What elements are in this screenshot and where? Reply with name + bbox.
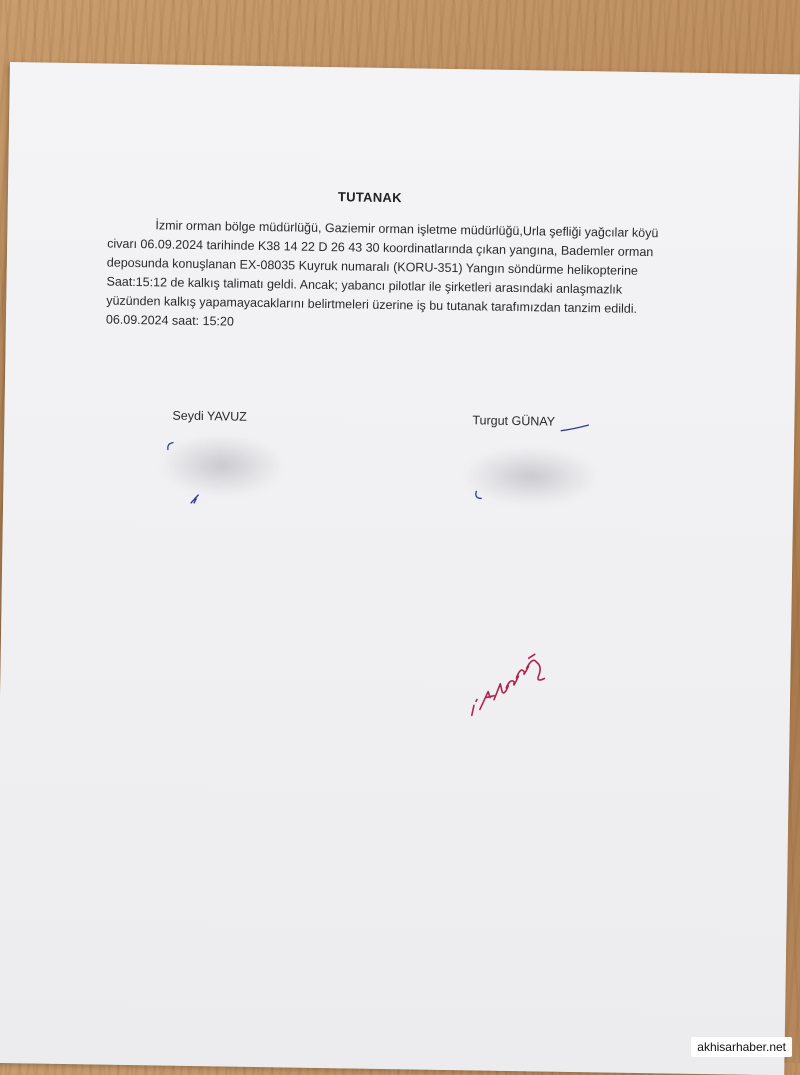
document-body bbox=[106, 216, 708, 339]
handwritten-note-red bbox=[462, 635, 553, 726]
signer-name-right: Turgut GÜNAY bbox=[472, 413, 556, 429]
body-line: Saat:15:12 de kalkış talimatı geldi. Ancak; yabancı pilotlar ile şirketleri arasındaki anlaşmazlık bbox=[106, 274, 623, 297]
body-line: İzmir orman bölge müdürlüğü, Gaziemir orman işletme müdürlüğü,Urla şefliği yağcılar köyü bbox=[155, 218, 659, 241]
signature-tick-right bbox=[560, 423, 590, 433]
document-title: TUTANAK bbox=[337, 189, 403, 206]
body-line: civarı 06.09.2024 tarihinde K38 14 22 D 26 43 30 koordinatlarında çıkan yangına, Bademler orman bbox=[107, 236, 654, 260]
watermark-badge: akhisarhaber.net bbox=[691, 1037, 792, 1057]
ink-stroke-left bbox=[164, 440, 176, 452]
document-paper bbox=[0, 62, 800, 1075]
body-line: deposunda konuşlanan EX-08035 Kuyruk numaralı (KORU-351) Yangın söndürme helikopterine bbox=[106, 255, 639, 278]
signer-name-left: Seydi YAVUZ bbox=[172, 408, 247, 424]
redacted-signature-left bbox=[161, 434, 282, 496]
body-line: yüzünden kalkış yapamayacaklarını belirtmeleri üzerine iş bu tutanak tarafımızdan tanzim edildi. bbox=[106, 293, 638, 316]
ink-stroke-right-bottom bbox=[473, 489, 487, 501]
ink-stroke-left-bottom bbox=[189, 493, 201, 505]
body-date-time: 06.09.2024 saat: 15:20 bbox=[105, 312, 234, 329]
